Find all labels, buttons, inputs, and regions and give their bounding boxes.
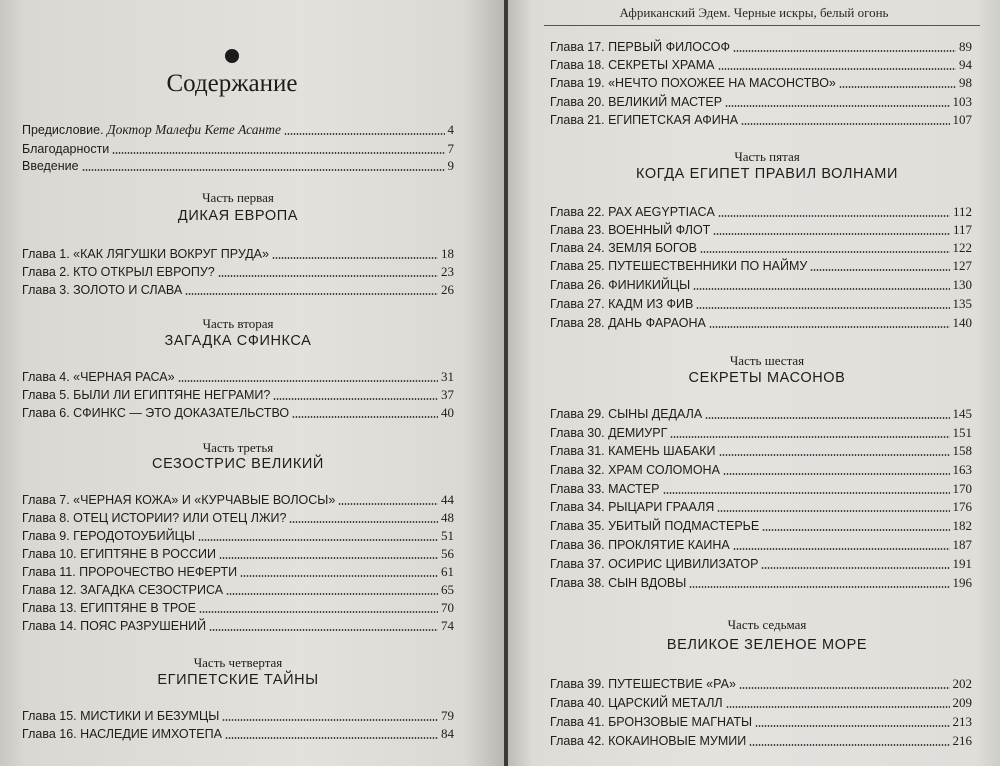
entry-page: 202: [952, 676, 972, 691]
page-title: Содержание: [166, 70, 298, 97]
toc-entry: [22, 617, 454, 635]
entry-page: 37: [441, 387, 454, 402]
leader-dots: [338, 503, 438, 505]
leader-dots: [726, 706, 950, 708]
entry-label: Глава 40. ЦАРСКИЙ МЕТАЛЛ: [550, 696, 723, 710]
entry-page: 182: [952, 518, 972, 533]
entry-page: 44: [441, 492, 454, 507]
leader-dots: [741, 123, 949, 125]
entry-label: Глава 30. ДЕМИУРГ: [550, 426, 668, 440]
toc-entry: [22, 368, 454, 386]
entry-label: Глава 36. ПРОКЛЯТИЕ КАИНА: [550, 538, 730, 552]
entry-label: Глава 8. ОТЕЦ ИСТОРИИ? ИЛИ ОТЕЦ ЛЖИ?: [22, 511, 287, 525]
entry-page: 4: [447, 122, 454, 137]
entry-label: Глава 18. СЕКРЕТЫ ХРАМА: [550, 58, 715, 72]
entry-label: Глава 37. ОСИРИС ЦИВИЛИЗАТОР: [550, 557, 759, 571]
toc-entry: [550, 517, 972, 535]
entry-label: Глава 31. КАМЕНЬ ШАБАКИ: [550, 444, 716, 458]
leader-dots: [178, 380, 438, 382]
toc-entry: [22, 581, 454, 599]
toc-entry: [550, 314, 972, 332]
ornament-dot: [225, 49, 239, 63]
entry-label: Глава 2. КТО ОТКРЫЛ ЕВРОПУ?: [22, 265, 215, 279]
entry-label: Глава 3. ЗОЛОТО И СЛАВА: [22, 283, 183, 297]
entry-label: Глава 6. СФИНКС — ЭТО ДОКАЗАТЕЛЬСТВО: [22, 406, 290, 420]
leader-dots: [209, 629, 438, 631]
leader-dots: [725, 105, 949, 107]
entry-label: Глава 41. БРОНЗОВЫЕ МАГНАТЫ: [550, 715, 753, 729]
toc-entry: [550, 675, 972, 693]
toc-entry: [22, 563, 454, 581]
toc-entry: [550, 694, 972, 712]
leader-dots: [292, 416, 438, 418]
leader-dots: [739, 687, 950, 689]
part-title: СЕЗОСТРИС ВЕЛИКИЙ: [152, 456, 324, 472]
toc-entry: [550, 424, 972, 442]
entry-page: 74: [441, 618, 454, 633]
leader-dots: [839, 86, 956, 88]
toc-entry: [550, 461, 972, 479]
leader-dots: [719, 454, 950, 456]
entry-label: Глава 38. СЫН ВДОВЫ: [550, 576, 687, 590]
entry-label: Глава 39. ПУТЕШЕСТВИЕ «РА»: [550, 677, 736, 691]
entry-page: 23: [441, 264, 454, 279]
leader-dots: [713, 233, 950, 235]
entry-page: 127: [952, 258, 972, 273]
toc-entry: [550, 221, 972, 239]
entry-label: Глава 33. МАСТЕР: [550, 482, 660, 496]
entry-label: Глава 42. КОКАИНОВЫЕ МУМИИ: [550, 734, 747, 748]
entry-label: Глава 28. ДАНЬ ФАРАОНА: [550, 316, 706, 330]
entry-page: 94: [959, 57, 972, 72]
entry-page: 135: [952, 296, 972, 311]
toc-entry: [22, 121, 454, 139]
entry-page: 196: [952, 575, 972, 590]
part-title: ВЕЛИКОЕ ЗЕЛЕНОЕ МОРЕ: [666, 637, 868, 653]
leader-dots: [717, 510, 949, 512]
entry-label: Глава 32. ХРАМ СОЛОМОНА: [550, 463, 720, 477]
toc-entry: [22, 245, 454, 263]
part-label: Часть третья: [202, 440, 274, 455]
entry-label: Глава 34. РЫЦАРИ ГРААЛЯ: [550, 500, 715, 514]
header-rule: [544, 25, 980, 26]
running-head: Африканский Эдем. Черные искры, белый огонь: [619, 5, 889, 20]
entry-page: 191: [952, 556, 972, 571]
entry-label: Глава 16. НАСЛЕДИЕ ИМХОТЕПА: [22, 727, 222, 741]
toc-entry: [22, 707, 454, 725]
toc-entry: [22, 527, 454, 545]
entry-page: 18: [441, 246, 454, 261]
leader-dots: [810, 269, 949, 271]
entry-page: 48: [441, 510, 454, 525]
entry-label: Глава 20. ВЕЛИКИЙ МАСТЕР: [550, 95, 723, 109]
entry-label: Глава 22. PAX AEGYPTIACA: [550, 205, 715, 219]
entry-page: 26: [441, 282, 454, 297]
part-label: Часть шестая: [729, 353, 805, 368]
leader-dots: [723, 473, 950, 475]
leader-dots: [761, 567, 949, 569]
toc-entry: [22, 725, 454, 743]
entry-page: 145: [952, 406, 972, 421]
leader-dots: [185, 293, 438, 295]
entry-label: Глава 7. «ЧЕРНАЯ КОЖА» И «КУРЧАВЫЕ ВОЛОСЫ»: [22, 493, 336, 507]
part-title: КОГДА ЕГИПЕТ ПРАВИЛ ВОЛНАМИ: [636, 166, 898, 182]
leader-dots: [733, 548, 950, 550]
entry-page: 187: [952, 537, 972, 552]
toc-entry: [550, 38, 972, 56]
toc-entry: [550, 56, 972, 74]
toc-entry: [22, 386, 454, 404]
entry-label: Глава 11. ПРОРОЧЕСТВО НЕФЕРТИ: [22, 565, 238, 579]
entry-page: 117: [952, 222, 972, 237]
entry-page: 9: [447, 158, 454, 173]
leader-dots: [718, 68, 956, 70]
toc-entry: [22, 157, 454, 175]
part-label: Часть пятая: [734, 149, 800, 164]
leader-dots: [693, 288, 949, 290]
leader-dots: [289, 521, 438, 523]
entry-label: Глава 29. СЫНЫ ДЕДАЛА: [550, 407, 703, 421]
entry-page: 163: [952, 462, 972, 477]
entry-page: 216: [952, 733, 972, 748]
entry-label: Глава 23. ВОЕННЫЙ ФЛОТ: [550, 223, 711, 237]
toc-entry: [22, 281, 454, 299]
entry-page: 40: [441, 405, 454, 420]
toc-entry: [550, 442, 972, 460]
leader-dots: [696, 307, 949, 309]
part-title: СЕКРЕТЫ МАСОНОВ: [688, 370, 846, 386]
leader-dots: [225, 737, 438, 739]
entry-label: Глава 9. ГЕРОДОТОУБИЙЦЫ: [22, 529, 195, 543]
toc-entry: [550, 732, 972, 750]
part-title: ЗАГАДКА СФИНКСА: [164, 333, 312, 349]
entry-label: Глава 17. ПЕРВЫЙ ФИЛОСОФ: [550, 40, 730, 54]
entry-page: 79: [441, 708, 454, 723]
entry-page: 151: [952, 425, 972, 440]
toc-entry: [550, 536, 972, 554]
toc-entry: [22, 404, 454, 422]
toc-entry: [550, 111, 972, 129]
toc-entry: [550, 405, 972, 423]
entry-label: Глава 21. ЕГИПЕТСКАЯ АФИНА: [550, 113, 739, 127]
part-label: Часть вторая: [202, 316, 274, 331]
toc-entry: [550, 295, 972, 313]
entry-page: 56: [441, 546, 454, 561]
entry-label: Глава 19. «НЕЧТО ПОХОЖЕЕ НА МАСОНСТВО»: [550, 76, 836, 90]
leader-dots: [240, 575, 438, 577]
toc-entry: [22, 545, 454, 563]
entry-page: 209: [952, 695, 972, 710]
leader-dots: [670, 436, 949, 438]
part-title: ДИКАЯ ЕВРОПА: [177, 208, 299, 224]
entry-label: Глава 25. ПУТЕШЕСТВЕННИКИ ПО НАЙМУ: [550, 259, 808, 273]
entry-page: 7: [447, 141, 454, 156]
entry-page: 140: [952, 315, 972, 330]
leader-dots: [222, 719, 438, 721]
toc-entry: [22, 599, 454, 617]
entry-label: Глава 24. ЗЕМЛЯ БОГОВ: [550, 241, 698, 255]
part-label: Часть четвертая: [193, 655, 283, 670]
entry-page: 84: [441, 726, 454, 741]
entry-page: 122: [952, 240, 972, 255]
entry-label: Глава 35. УБИТЫЙ ПОДМАСТЕРЬЕ: [550, 519, 760, 533]
leader-dots: [718, 215, 950, 217]
entry-page: 130: [952, 277, 972, 292]
toc-entry: [550, 257, 972, 275]
part-label: Часть седьмая: [727, 617, 807, 632]
toc-entry: [22, 509, 454, 527]
entry-page: 103: [952, 94, 972, 109]
toc-entry: [550, 574, 972, 592]
entry-page: 213: [952, 714, 972, 729]
entry-page: 170: [952, 481, 972, 496]
toc-entry: [550, 480, 972, 498]
toc-entry: [22, 263, 454, 281]
entry-label: Глава 15. МИСТИКИ И БЕЗУМЦЫ: [22, 709, 220, 723]
leader-dots: [219, 557, 438, 559]
entry-page: 31: [441, 369, 454, 384]
leader-dots: [273, 398, 438, 400]
toc-entry: [550, 93, 972, 111]
entry-page: 65: [441, 582, 454, 597]
leader-dots: [112, 152, 444, 154]
toc-entry: [550, 498, 972, 516]
leader-dots: [199, 611, 438, 613]
entry-page: 70: [441, 600, 454, 615]
leader-dots: [218, 275, 438, 277]
part-label: Часть первая: [202, 190, 274, 205]
entry-page: 89: [959, 39, 972, 54]
entry-page: 112: [952, 204, 972, 219]
toc-entry: [550, 555, 972, 573]
entry-author: Доктор Малефи Кете Асанте: [107, 122, 281, 137]
entry-page: 107: [952, 112, 972, 127]
leader-dots: [749, 744, 949, 746]
leader-dots: [284, 133, 445, 135]
toc-entry: [22, 491, 454, 509]
leader-dots: [705, 417, 949, 419]
part-title: ЕГИПЕТСКИЕ ТАЙНЫ: [157, 672, 319, 688]
toc-entry: [550, 74, 972, 92]
entry-label: Глава 13. ЕГИПТЯНЕ В ТРОЕ: [22, 601, 196, 615]
leader-dots: [700, 251, 949, 253]
right-page: [508, 0, 1000, 766]
leader-dots: [226, 593, 438, 595]
entry-page: 51: [441, 528, 454, 543]
leader-dots: [755, 725, 949, 727]
leader-dots: [82, 169, 445, 171]
entry-label: Введение: [22, 159, 79, 173]
leader-dots: [272, 257, 438, 259]
entry-label: Глава 12. ЗАГАДКА СЕЗОСТРИСА: [22, 583, 224, 597]
entry-page: 61: [441, 564, 454, 579]
entry-label: Глава 1. «КАК ЛЯГУШКИ ВОКРУГ ПРУДА»: [22, 247, 269, 261]
entry-label: Глава 14. ПОЯС РАЗРУШЕНИЙ: [22, 619, 207, 633]
leader-dots: [663, 492, 950, 494]
toc-entry: [550, 239, 972, 257]
entry-page: 176: [952, 499, 972, 514]
entry-label: Глава 5. БЫЛИ ЛИ ЕГИПТЯНЕ НЕГРАМИ?: [22, 388, 271, 402]
toc-entry: [550, 276, 972, 294]
toc-entry: [22, 140, 454, 158]
entry-label: Глава 26. ФИНИКИЙЦЫ: [550, 278, 691, 292]
entry-label: Глава 10. ЕГИПТЯНЕ В РОССИИ: [22, 547, 217, 561]
entry-label: Предисловие.: [22, 123, 108, 137]
entry-page: 98: [959, 75, 972, 90]
leader-dots: [762, 529, 949, 531]
leader-dots: [709, 326, 950, 328]
entry-label: Глава 4. «ЧЕРНАЯ РАСА»: [22, 370, 175, 384]
toc-entry: [550, 713, 972, 731]
leader-dots: [198, 539, 438, 541]
entry-label: Благодарности: [22, 142, 110, 156]
entry-label: Глава 27. КАДМ ИЗ ФИВ: [550, 297, 694, 311]
entry-page: 158: [952, 443, 972, 458]
leader-dots: [733, 50, 956, 52]
leader-dots: [689, 586, 949, 588]
toc-entry: [550, 203, 972, 221]
